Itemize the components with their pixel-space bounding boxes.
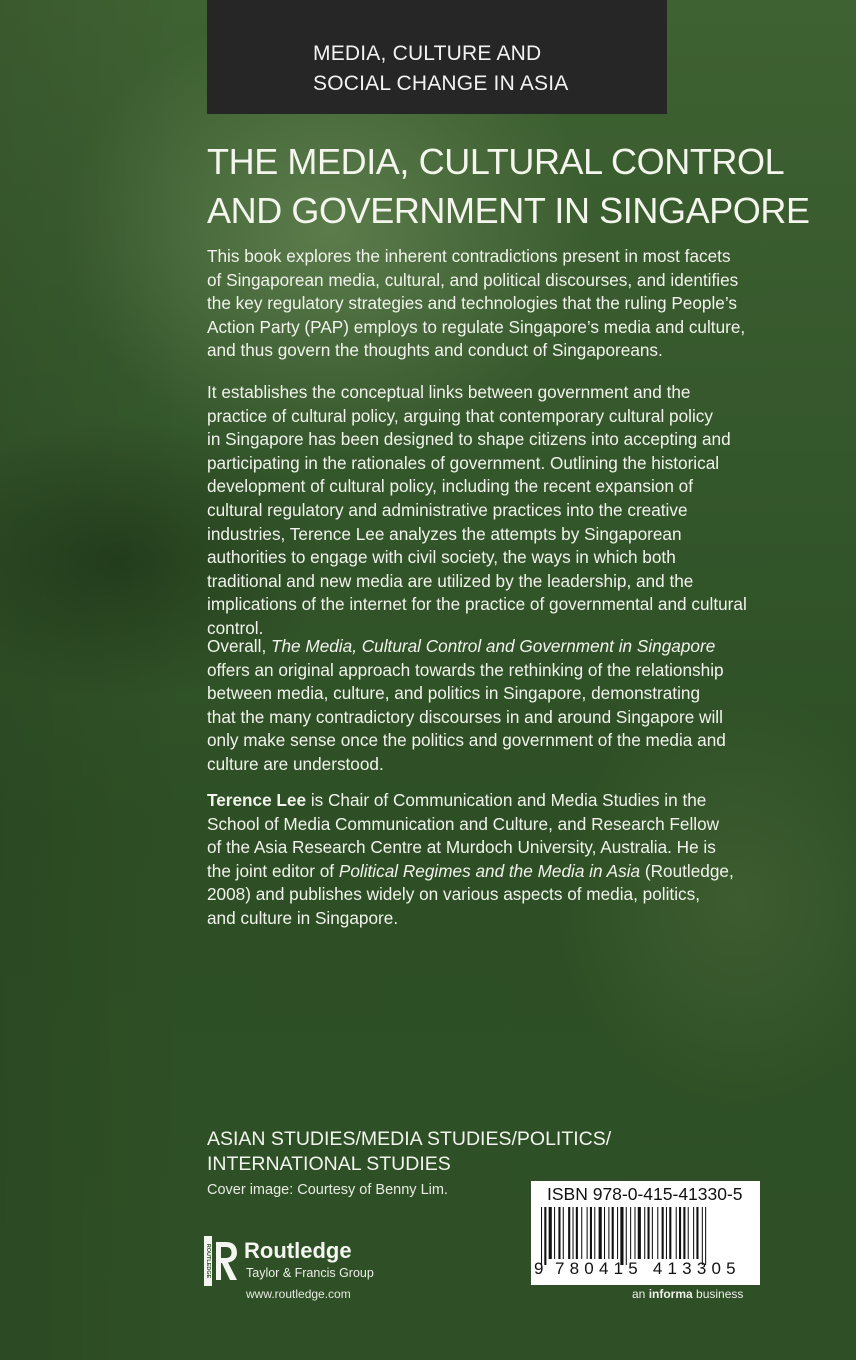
author-bio: Terence Lee is Chair of Communication and Media Studies in the School of Media Communication and Culture, and Research Fellow of the Asia Research Centre at Murdoch University, Australia. He is the joint editor of Political Regimes and the Media in Asia (Routledge, 2008) and publishes widely on various aspects of media, politics, and culture in Singapore.: [207, 790, 734, 928]
barcode-bar: [657, 1207, 658, 1259]
author-name: Terence Lee: [207, 790, 307, 810]
description-paragraph-1: This book explores the inherent contradictions present in most facets of Singaporean media, cultural, and political discourses, and identifies the key regulatory strategies and technologies that the ruling People’s Action Party (PAP) employs to regulate Singapore’s media and culture, and thus govern the thoughts and conduct of Singaporeans.: [207, 246, 746, 361]
barcode-bar: [573, 1207, 574, 1259]
publisher-name: Routledge: [244, 1238, 352, 1263]
book-title-line-1: THE MEDIA, CULTURAL CONTROL: [207, 141, 785, 182]
isbn-label: ISBN 978-0-415-41330-5: [547, 1184, 743, 1204]
informa-brand: informa: [648, 1287, 693, 1301]
book-title-italic: The Media, Cultural Control and Government in Singapore: [271, 636, 716, 656]
series-title-line-2: SOCIAL CHANGE IN ASIA: [313, 72, 569, 95]
barcode: [541, 1207, 751, 1265]
barcode-bar: [594, 1207, 595, 1259]
barcode-bar: [590, 1207, 592, 1259]
subject-categories-line-1: ASIAN STUDIES/MEDIA STUDIES/POLITICS/: [207, 1128, 612, 1150]
subject-categories-line-2: INTERNATIONAL STUDIES: [207, 1153, 451, 1175]
routledge-logo-icon: [204, 1236, 240, 1286]
logo-spine-text: ROUTLEDGE: [205, 1243, 211, 1279]
barcode-bar: [568, 1207, 570, 1259]
edited-book-title: Political Regimes and the Media in Asia: [338, 860, 641, 881]
barcode-bar: [612, 1207, 614, 1259]
cover-image-credit: Cover image: Courtesy of Benny Lim.: [207, 1182, 448, 1198]
description-paragraph-2: It establishes the conceptual links between government and the practice of cultural policy, arguing that contemporary cultural policy in Singapore has been designed to shape citizens into accepting and participating in the rationales of government. Outlining the historical development of cultural policy, including the recent expansion of cultural regulatory and administrative practices into the creative industries, Terence Lee analyzes the attempts by Singaporean authorities to engage with civil society, the ways in which both traditional and new media are utilized by the leadership, and the implications of the internet for the practice of governmental and cultural control.: [207, 382, 747, 638]
barcode-bar: [617, 1207, 618, 1259]
barcode-bar: [705, 1207, 706, 1265]
barcode-bar: [563, 1207, 564, 1259]
barcode-lead-digit: 9: [534, 1259, 544, 1278]
barcode-bar: [581, 1207, 582, 1259]
barcode-digits: 780415 413305: [555, 1259, 741, 1278]
barcode-bar: [702, 1207, 703, 1265]
barcode-bar: [587, 1207, 588, 1259]
barcode-bar: [599, 1207, 602, 1259]
publisher-url: www.routledge.com: [246, 1287, 351, 1301]
series-title-line-1: MEDIA, CULTURE AND: [313, 42, 542, 65]
informa-business-tagline: an informa business: [632, 1287, 744, 1301]
barcode-bar: [576, 1207, 578, 1259]
barcode-bar: [679, 1207, 681, 1259]
barcode-bar: [688, 1207, 689, 1259]
barcode-bar: [676, 1207, 677, 1259]
barcode-bar: [683, 1207, 685, 1259]
barcode-bar: [604, 1207, 605, 1259]
barcode-bar: [608, 1207, 609, 1259]
description-paragraph-3: Overall, The Media, Cultural Control and Government in Singapore offers an original approach towards the rethinking of the relationship between media, culture, and politics in Singapore, demonstrating that the many contradictory discourses in and around Singapore will only make sense once the politics and government of the media and culture are understood.: [207, 636, 726, 774]
barcode-bar: [648, 1207, 650, 1259]
isbn-barcode-box: [531, 1181, 760, 1285]
series-banner: [207, 0, 667, 114]
barcode-bar: [549, 1207, 552, 1259]
cover-photo-edge: [0, 0, 186, 1360]
publisher-group: Taylor & Francis Group: [246, 1266, 374, 1280]
barcode-bar: [544, 1207, 546, 1265]
barcode-bar: [620, 1207, 623, 1265]
barcode-bar: [693, 1207, 694, 1259]
barcode-bar: [696, 1207, 698, 1259]
barcode-bar: [662, 1207, 664, 1259]
barcode-bar: [626, 1207, 627, 1265]
barcode-bar: [554, 1207, 555, 1259]
barcode-bar: [669, 1207, 671, 1259]
barcode-bar: [558, 1207, 560, 1259]
barcode-bar: [666, 1207, 667, 1259]
barcode-bar: [634, 1207, 635, 1259]
barcode-bar: [541, 1207, 542, 1265]
barcode-bar: [644, 1207, 645, 1259]
barcode-bar: [652, 1207, 653, 1259]
barcode-bar: [630, 1207, 631, 1259]
book-title-line-2: AND GOVERNMENT IN SINGAPORE: [207, 190, 810, 231]
barcode-bar: [638, 1207, 641, 1259]
